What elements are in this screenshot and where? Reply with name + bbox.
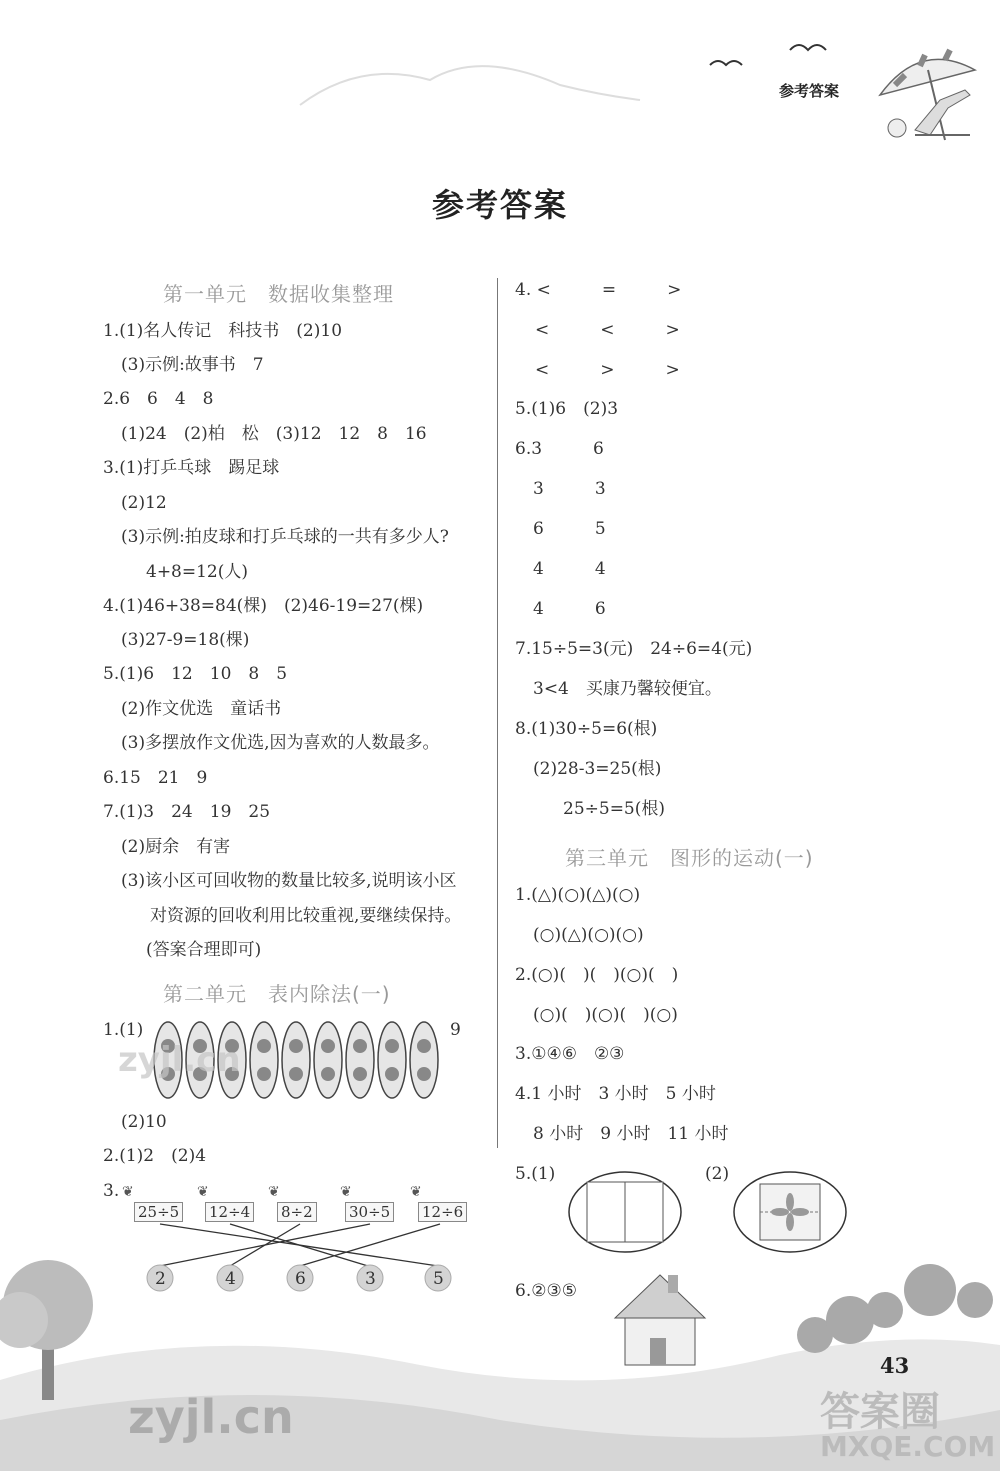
answer-line: 4 4 [533, 559, 606, 579]
answer-line: (2)12 [121, 493, 167, 513]
answer-line: 4. < = > [515, 280, 682, 300]
match-answer: 3 [365, 1269, 376, 1289]
answer-line: 4+8=12(人) [146, 562, 249, 582]
answer-line: 3<4 买康乃馨较便宜。 [533, 679, 722, 699]
tree-icon [797, 1264, 993, 1353]
answer-line: 2.6 6 4 8 [103, 389, 214, 409]
expression-box: 12÷6 [418, 1202, 467, 1222]
answer-line: 9 [450, 1020, 461, 1040]
answer-line: 7.(1)3 24 19 25 [103, 802, 271, 822]
answer-line: (答案合理即可) [146, 940, 262, 960]
bird-icon [790, 45, 826, 50]
watermark: zyjl.cn [128, 1390, 294, 1444]
answer-line: 8.(1)30÷5=6(根) [515, 719, 658, 739]
answer-line: 5.(1)6 12 10 8 5 [103, 664, 288, 684]
answer-line: 4.1 小时 3 小时 5 小时 [515, 1084, 716, 1104]
bee-icon: ❦ [340, 1184, 352, 1200]
section-title-unit-2: 第二单元 表内除法(一) [163, 982, 391, 1006]
page-title: 参考答案 [431, 186, 568, 224]
answer-line: (2)10 [121, 1112, 167, 1132]
column-divider [497, 278, 498, 1148]
answer-line: 6.3 6 [515, 439, 604, 459]
section-title-unit-3: 第三单元 图形的运动(一) [565, 846, 814, 870]
answer-line: 1.(1)名人传记 科技书 (2)10 [103, 321, 343, 341]
page-number: 43 [880, 1353, 910, 1378]
answer-line: 6.②③⑤ [515, 1281, 577, 1301]
expression-box: 30÷5 [345, 1202, 394, 1222]
beach-ball-icon [888, 119, 906, 137]
answer-line: 4.(1)46+38=84(棵) (2)46-19=27(棵) [103, 596, 424, 616]
expression-box: 25÷5 [134, 1202, 183, 1222]
answer-line: 3.①④⑥ ②③ [515, 1044, 625, 1064]
answer-line: 4 6 [533, 599, 606, 619]
answer-line: 3 3 [533, 479, 606, 499]
answer-line: < > > [535, 360, 680, 380]
answer-line: 7.15÷5=3(元) 24÷6=4(元) [515, 639, 753, 659]
answer-line: 6.15 21 9 [103, 768, 208, 788]
header-label: 参考答案 [779, 82, 840, 100]
bird-icon [710, 61, 742, 65]
answer-line: 5.(1) [515, 1164, 556, 1184]
answer-line: (2) [705, 1164, 730, 1184]
expression-box: 12÷4 [205, 1202, 254, 1222]
answer-line: (3)多摆放作文优选,因为喜欢的人数最多。 [121, 733, 440, 753]
answer-line: (3)27-9=18(棵) [121, 630, 250, 650]
watermark: 答案圈 [820, 1389, 940, 1435]
answer-line: 1.(1) [103, 1020, 144, 1040]
answer-line: (3)示例:拍皮球和打乒乓球的一共有多少人? [121, 527, 449, 547]
answer-line: 3. [103, 1181, 120, 1201]
watermark: zyjl.cn [118, 1040, 241, 1080]
answer-line: (2)作文优选 童话书 [121, 699, 282, 719]
answer-line: < < > [535, 320, 680, 340]
watermark: MXQE.COM [820, 1430, 996, 1463]
answer-line: 对资源的回收利用比较重视,要继续保持。 [150, 906, 462, 926]
answer-line: (○)(△)(○)(○) [533, 925, 644, 945]
header-decoration [0, 0, 1000, 160]
answer-line: 8 小时 9 小时 11 小时 [533, 1124, 729, 1144]
section-title-unit-1: 第一单元 数据收集整理 [163, 282, 394, 306]
answer-line: (○)( )(○)( )(○) [533, 1005, 678, 1025]
answer-line: (3)该小区可回收物的数量比较多,说明该小区 [121, 871, 457, 891]
match-answer: 6 [295, 1269, 306, 1289]
bee-icon: ❦ [410, 1184, 422, 1200]
match-answer: 5 [433, 1269, 444, 1289]
answer-line: (1)24 (2)柏 松 (3)12 12 8 16 [121, 424, 427, 444]
bee-icon: ❦ [197, 1184, 209, 1200]
answer-line: (2)厨余 有害 [121, 837, 231, 857]
bee-icon: ❦ [122, 1184, 134, 1200]
answer-line: 2.(1)2 (2)4 [103, 1146, 207, 1166]
match-answer: 2 [155, 1269, 166, 1289]
answer-line: (3)示例:故事书 7 [121, 355, 264, 375]
house-icon [615, 1275, 705, 1365]
answer-line: 5.(1)6 (2)3 [515, 399, 619, 419]
match-answer: 4 [225, 1269, 236, 1289]
answer-line: 25÷5=5(根) [563, 799, 666, 819]
shape-figure-2 [730, 1168, 850, 1258]
shape-figure-1 [565, 1168, 685, 1258]
bee-icon: ❦ [268, 1184, 280, 1200]
answer-line: 3.(1)打乒乓球 踢足球 [103, 458, 280, 478]
answer-line: (2)28-3=25(根) [533, 759, 662, 779]
answer-line: 6 5 [533, 519, 606, 539]
answer-line: 1.(△)(○)(△)(○) [515, 885, 641, 905]
expression-box: 8÷2 [277, 1202, 317, 1222]
answer-line: 2.(○)( )( )(○)( ) [515, 965, 679, 985]
